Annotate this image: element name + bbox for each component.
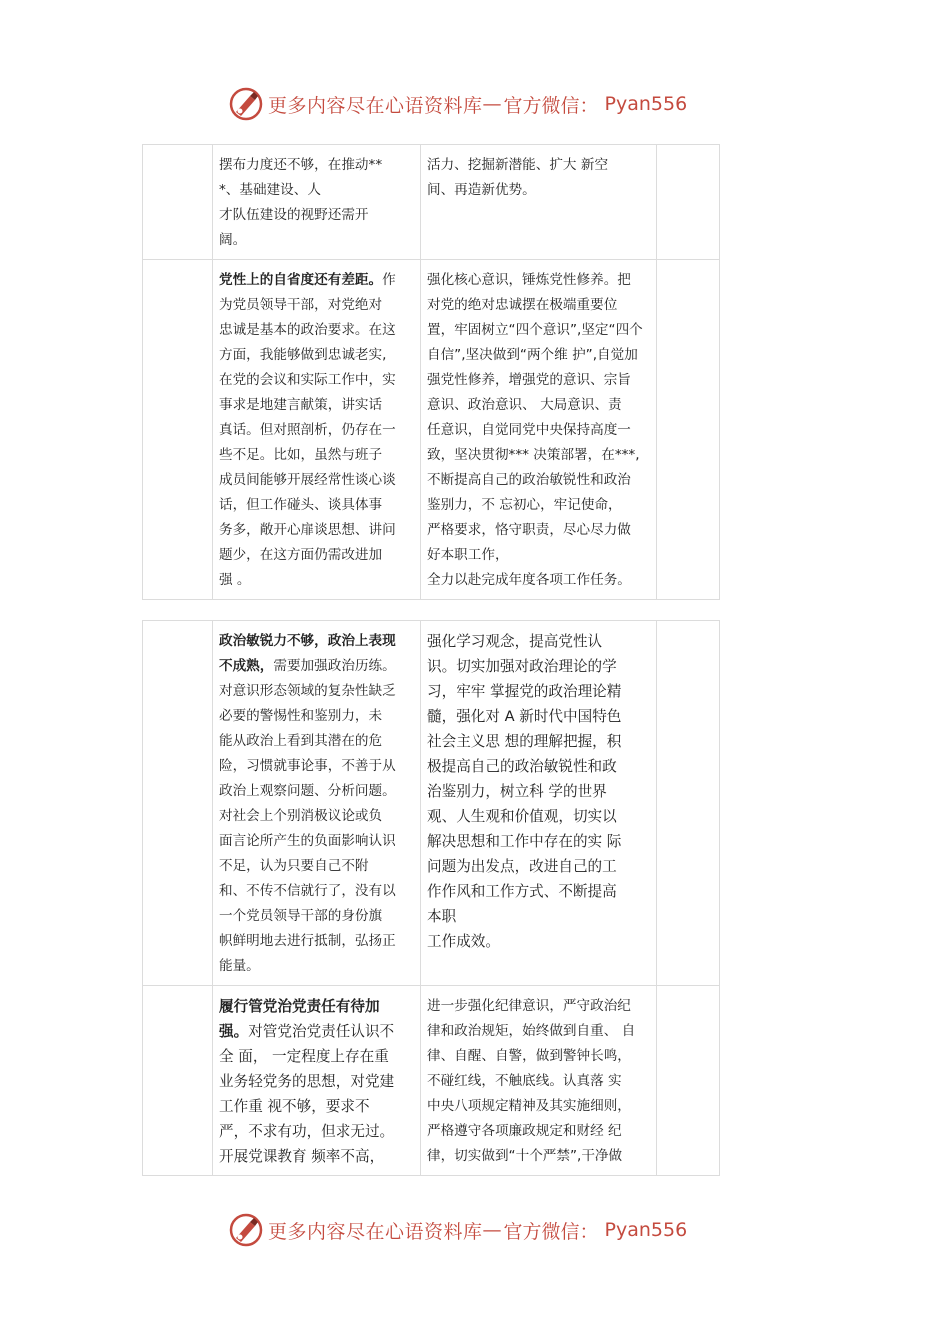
table-section-1 (142, 144, 720, 600)
text-line: 方面，我能够做到忠诚老实, (219, 347, 387, 363)
text-line: 观、人生观和价值观，切实以 (427, 808, 617, 825)
text-line: 间、再造新优势。 (427, 182, 536, 198)
text-line: 工作成效。 (427, 933, 500, 950)
text-line: 阔。 (219, 232, 247, 248)
text-line: 强 。 (219, 572, 251, 588)
text-line: 事求是地建言献策，讲实话 (219, 397, 383, 413)
banner-separator: — (482, 1219, 502, 1241)
text-line: 中央八项规定精神及其实施细则， (427, 1098, 631, 1114)
text-line: 对党的绝对忠诚摆在极端重要位 (427, 297, 618, 313)
text-line: 和、不传不信就行了，没有以 (219, 883, 396, 899)
text-line: 全力以赴完成年度各项工作任务。 (427, 572, 631, 588)
table-row (143, 145, 720, 260)
text-line: 一个党员领导干部的身份旗 (219, 908, 383, 924)
text-line: 真话。但对照剖析，仍存在一 (219, 422, 396, 438)
problem-cell (213, 260, 421, 600)
empty-cell (143, 145, 213, 260)
empty-cell (657, 986, 720, 1176)
pen-logo-icon (228, 86, 264, 122)
measure-cell (421, 145, 657, 260)
text-line: 面言论所产生的负面影响认识 (219, 833, 396, 849)
text-line: 险，习惯就事论事，不善于从 (219, 758, 396, 774)
text-line: 能从政治上看到其潜在的危 (219, 733, 383, 749)
problem-cell (213, 621, 421, 986)
text-line: 能量。 (219, 958, 260, 974)
pen-logo-icon (228, 1212, 264, 1248)
text-fragment: 需要加强政治历练。 (273, 658, 396, 674)
text-line: 致，坚决贯彻*** 决策部署，在***, (427, 447, 640, 463)
bold-heading: 履行管党治党责任有待加 (219, 998, 380, 1015)
banner-title: 更多内容尽在心语资料库 (268, 1220, 483, 1243)
text-line (219, 268, 414, 293)
table-section-2 (142, 620, 720, 1176)
text-line: 必要的警惕性和鉴别力，未 (219, 708, 383, 724)
banner-wechat-label: 官方微信： (503, 94, 599, 117)
text-line: 活力、挖掘新潜能、扩大 新空 (427, 157, 609, 173)
text-line: 律、自醒、自警，做到警钟长鸣， (427, 1048, 631, 1064)
text-line: 作作风和工作方式、不断提高 (427, 883, 617, 900)
banner-wechat-label: 官方微信： (503, 1220, 599, 1243)
text-line: 鉴别力，不 忘初心，牢记使命， (427, 497, 622, 513)
table-row (143, 621, 720, 986)
text-line: 成员间能够开展经常性谈心谈 (219, 472, 396, 488)
text-line: 不断提高自己的政治敏锐性和政治 (427, 472, 631, 488)
measure-cell (421, 986, 657, 1176)
text-line: 意识、政治意识、 大局意识、责 (427, 397, 622, 413)
bold-heading: 政治敏锐力不够，政治上表现 (219, 633, 396, 649)
problem-cell (213, 145, 421, 260)
table-row (143, 260, 720, 600)
text-line: 律和政治规矩，始终做到自重、 自 (427, 1023, 636, 1039)
text-line: 不足，认为只要自己不附 (219, 858, 369, 874)
text-line: 务多，敞开心扉谈思想、讲问 (219, 522, 396, 538)
text-line: 习，牢牢 掌握党的政治理论精 (427, 683, 622, 700)
banner-wechat-id: Pyan556 (604, 1219, 688, 1241)
header-banner (228, 84, 687, 124)
text-line: 严格要求，恪守职责，尽心尽力做 (427, 522, 631, 538)
empty-cell (143, 986, 213, 1176)
text-line: 摆布力度还不够，在推动** (219, 157, 383, 173)
text-line: 识。切实加强对政治理论的学 (427, 658, 617, 675)
empty-cell (657, 621, 720, 986)
text-fragment: 作 (382, 272, 396, 288)
text-line: 强化核心意识，锤炼党性修养。把 (427, 272, 631, 288)
text-line: 全 面， 一定程度上存在重 (219, 1048, 389, 1065)
text-line: 问题为出发点，改进自己的工 (427, 858, 617, 875)
text-line: 治鉴别力，树立科 学的世界 (427, 783, 607, 800)
text-line: *、基础建设、人 (219, 182, 321, 198)
measure-cell (421, 621, 657, 986)
text-line: 工作重 视不够，要求不 (219, 1098, 370, 1115)
text-line: 严，不求有功，但求无过。 (219, 1123, 395, 1140)
text-line: 任意识，自觉同党中央保持高度一 (427, 422, 631, 438)
text-line (219, 994, 414, 1019)
text-line: 开展党课教育 频率不高， (219, 1148, 385, 1165)
text-line: 本职 (427, 908, 457, 925)
empty-cell (143, 260, 213, 600)
text-line: 社会主义思 想的理解把握，积 (427, 733, 622, 750)
text-line: 严格遵守各项廉政规定和财经 纪 (427, 1123, 622, 1139)
bold-heading: 不成熟， (219, 658, 274, 674)
text-line (219, 1019, 414, 1044)
empty-cell (657, 260, 720, 600)
empty-cell (143, 621, 213, 986)
text-line: 在党的会议和实际工作中，实 (219, 372, 396, 388)
text-line: 为党员领导干部，对党绝对 (219, 297, 383, 313)
text-line: 业务轻党务的思想，对党建 (219, 1073, 395, 1090)
text-line: 自信”,坚决做到“两个维 护”,自觉加 (427, 347, 638, 363)
measure-cell (421, 260, 657, 600)
text-line: 置，牢固树立“四个意识”,坚定“四个 (427, 322, 643, 338)
text-line: 解决思想和工作中存在的实 际 (427, 833, 622, 850)
banner-title: 更多内容尽在心语资料库 (268, 94, 483, 117)
text-line: 律，切实做到“十个严禁”,干净做 (427, 1148, 623, 1164)
empty-cell (657, 145, 720, 260)
text-line: 对意识形态领域的复杂性缺乏 (219, 683, 396, 699)
text-line: 帜鲜明地去进行抵制，弘扬正 (219, 933, 396, 949)
text-line: 强党性修养，增强党的意识、宗旨 (427, 372, 631, 388)
text-line: 极提高自己的政治敏锐性和政 (427, 758, 617, 775)
text-line: 政治上观察问题、分析问题。 (219, 783, 396, 799)
text-line: 话，但工作碰头、谈具体事 (219, 497, 383, 513)
banner-separator: — (482, 93, 502, 115)
footer-banner (228, 1210, 687, 1250)
text-line: 题少，在这方面仍需改进加 (219, 547, 383, 563)
bold-heading: 党性上的自省度还有差距。 (219, 272, 383, 288)
bold-heading: 强。 (219, 1023, 249, 1040)
problem-cell (213, 986, 421, 1176)
text-line: 髓，强化对 A 新时代中国特色 (427, 708, 622, 725)
text-line: 忠诚是基本的政治要求。在这 (219, 322, 396, 338)
text-fragment: 对管党治党责任认识不 (248, 1023, 395, 1040)
text-line: 才队伍建设的视野还需开 (219, 207, 369, 223)
banner-wechat-id: Pyan556 (604, 93, 688, 115)
text-line (219, 629, 414, 654)
text-line: 好本职工作， (427, 547, 509, 563)
text-line: 不碰红线，不触底线。认真落 实 (427, 1073, 622, 1089)
text-line (219, 654, 414, 679)
text-line: 对社会上个别消极议论或负 (219, 808, 383, 824)
text-line: 些不足。比如，虽然与班子 (219, 447, 383, 463)
table-row (143, 986, 720, 1176)
text-line: 进一步强化纪律意识，严守政治纪 (427, 998, 631, 1014)
text-line: 强化学习观念，提高党性认 (427, 633, 603, 650)
